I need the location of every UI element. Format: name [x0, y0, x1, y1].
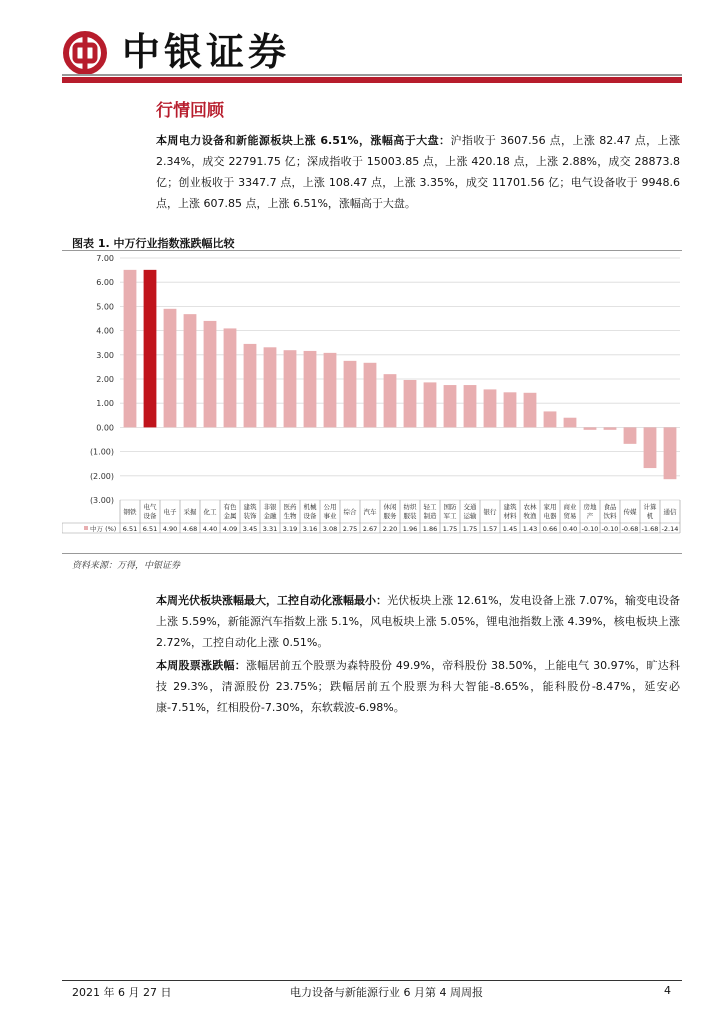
data-label: 2.20 [382, 525, 398, 533]
footer-date: 2021 年 6 月 27 日 [72, 986, 172, 999]
figure-source: 资料来源：万得，中银证券 [72, 561, 181, 571]
data-label: 1.57 [482, 525, 498, 533]
category-label: 传媒 [623, 508, 637, 516]
data-label: 1.96 [402, 525, 418, 533]
y-tick-label: 7.00 [96, 254, 114, 263]
category-label: 建筑 [243, 503, 257, 511]
data-label: 4.40 [202, 525, 218, 533]
category-label: 通信 [663, 508, 677, 516]
y-tick-label: 1.00 [96, 399, 114, 409]
category-label: 综合 [343, 508, 357, 516]
data-label: 1.75 [442, 525, 458, 533]
paragraph-body: 沪指收于 3607.56 点，上涨 82.47 点，上涨 2.34%，成交 22791.75 亿；深成指收于 15003.85 点，上涨 420.18 点，上涨 2.88%，成交 28873.8 亿；创业板收于 3347.7 点，上涨 108.47 点，上涨 3.35%，成交 11701.56 亿；电气设备收于 9948.6 点，上涨 607.85 点，上涨 6.51%，涨幅高于大盘。 [156, 134, 680, 210]
bar [624, 427, 637, 443]
data-label: 0.66 [542, 525, 558, 533]
category-label: 服务 [383, 512, 397, 520]
data-label: -0.10 [601, 525, 619, 533]
category-label: 装饰 [243, 512, 257, 520]
data-label: 4.68 [182, 525, 198, 533]
brand-name: 中银证券 [122, 29, 291, 74]
y-tick-label: 2.00 [96, 375, 114, 384]
data-label: 3.19 [282, 525, 298, 533]
category-label: 交通 [463, 503, 477, 511]
category-label: 制造 [423, 512, 437, 520]
category-label: 电子 [163, 508, 177, 516]
legend-label: 中万 (%) [90, 525, 117, 533]
category-label: 公用 [323, 503, 337, 511]
bar [184, 314, 197, 427]
bar [224, 328, 237, 427]
category-label: 有色 [223, 503, 237, 511]
data-label: 2.75 [342, 525, 358, 533]
data-label: 1.86 [422, 525, 438, 533]
category-label: 金属 [223, 512, 237, 520]
bar [364, 363, 377, 428]
category-label: 国防 [443, 503, 457, 511]
section-title: 行情回顾 [156, 101, 224, 121]
category-label: 电气 [143, 503, 157, 511]
bar [164, 309, 177, 428]
industry-index-bar-chart [62, 252, 682, 552]
category-label: 建筑 [503, 503, 517, 511]
footer-report-title: 电力设备与新能源行业 6 月第 4 周周报 [290, 986, 483, 999]
y-tick-label: (1.00) [89, 447, 114, 457]
legend-swatch [84, 526, 88, 530]
bar [464, 385, 477, 427]
data-label: 3.45 [242, 525, 258, 533]
bar [404, 380, 417, 427]
category-label: 运输 [463, 512, 477, 520]
paragraph-stock-movers [156, 655, 680, 718]
bar [524, 393, 537, 428]
bar [424, 382, 437, 427]
y-tick-label: (3.00) [89, 496, 114, 505]
category-label: 纺织 [403, 503, 417, 511]
category-label: 农林 [523, 503, 537, 511]
data-label: -0.10 [581, 525, 599, 533]
data-label: 1.43 [522, 525, 538, 533]
y-tick-label: (2.00) [89, 471, 114, 481]
paragraph-lead: 本周光伏板块涨幅最大，工控自动化涨幅最小： [156, 594, 388, 607]
bar [264, 347, 277, 427]
category-label: 军工 [443, 512, 457, 520]
category-label: 牧渔 [523, 512, 537, 520]
header-rule-grey [62, 74, 682, 76]
category-label: 服装 [403, 512, 417, 520]
bar [564, 418, 577, 428]
figure-title: 图表 1. 中万行业指数涨跌幅比较 [72, 237, 235, 250]
paragraph-lead: 本周电力设备和新能源板块上涨 6.51%，涨幅高于大盘： [156, 134, 451, 147]
bar [304, 351, 317, 427]
category-label: 食品 [603, 503, 617, 511]
category-label: 生物 [283, 512, 297, 520]
data-label: 6.51 [122, 525, 138, 533]
page-number: 4 [664, 984, 671, 997]
category-label: 事业 [323, 512, 337, 520]
bar [204, 321, 217, 427]
category-label: 休闲 [383, 503, 397, 511]
paragraph-lead: 本周股票涨跌幅： [156, 659, 246, 672]
paragraph-market-review [156, 130, 680, 214]
bar [544, 411, 557, 427]
figure-rule-top [62, 250, 682, 251]
category-label: 电器 [543, 512, 557, 520]
footer-rule [62, 980, 682, 981]
bar [444, 385, 457, 427]
data-label: 2.67 [362, 525, 378, 533]
category-label: 采掘 [183, 508, 197, 516]
data-label: -2.14 [661, 525, 679, 533]
bar [584, 427, 597, 429]
y-tick-label: 0.00 [96, 423, 114, 433]
chart-y-ticks [90, 254, 114, 505]
category-label: 商业 [563, 503, 577, 511]
category-label: 饮料 [603, 512, 617, 520]
bar [244, 344, 257, 427]
data-label: 3.08 [322, 525, 338, 533]
category-label: 房地 [583, 503, 597, 511]
bar [124, 270, 137, 428]
bar [604, 427, 617, 429]
bank-logo-icon [62, 30, 112, 76]
bar [284, 350, 297, 427]
chart-data-table [62, 500, 680, 533]
figure-rule-bottom [62, 553, 682, 554]
bar [384, 374, 397, 427]
data-label: 0.40 [562, 525, 578, 533]
bar [504, 392, 517, 427]
category-label: 医药 [283, 503, 297, 511]
category-label: 家用 [543, 503, 557, 511]
category-label: 贸易 [563, 512, 577, 520]
data-label: 3.31 [262, 525, 278, 533]
category-label: 钢铁 [123, 508, 137, 516]
category-label: 材料 [503, 512, 517, 520]
data-label: 4.90 [162, 525, 178, 533]
paragraph-body: 光伏板块上涨 12.61%，发电设备上涨 7.07%，输变电设备上涨 5.59%，新能源汽车指数上涨 5.1%，风电板块上涨 5.05%，锂电池指数上涨 4.39%，核电板块上涨 2.72%，工控自动化上涨 0.51%。 [156, 594, 680, 649]
data-label: 4.09 [222, 525, 238, 533]
y-tick-label: 6.00 [96, 278, 114, 288]
y-tick-label: 5.00 [96, 302, 114, 312]
bar [344, 361, 357, 428]
category-label: 计算 [643, 503, 657, 511]
category-label: 金融 [263, 512, 277, 520]
category-label: 设备 [143, 512, 157, 520]
data-label: 1.75 [462, 525, 478, 533]
data-label: -1.68 [641, 525, 659, 533]
category-label: 化工 [203, 508, 217, 516]
bar [144, 270, 157, 428]
y-tick-label: 3.00 [96, 350, 114, 360]
category-label: 轻工 [423, 503, 437, 511]
y-tick-label: 4.00 [96, 326, 114, 336]
paragraph-body: 涨幅居前五个股票为森特股份 49.9%，帝科股份 38.50%，上能电气 30.97%，旷达科技 29.3%，清源股份 23.75%；跌幅居前五个股票为科大智能-8.65%，能科股份-8.47%，延安必康-7.51%，红相股份-7.30%，东软载波-6.98%。 [156, 659, 680, 714]
category-label: 非银 [263, 503, 277, 511]
bar [644, 427, 657, 468]
category-label: 机 [646, 512, 654, 520]
category-label: 汽车 [363, 508, 377, 516]
bar [664, 427, 677, 479]
bar [324, 353, 337, 428]
paragraph-sector-performance [156, 590, 680, 653]
bar [484, 389, 497, 427]
category-label: 银行 [483, 508, 497, 516]
chart-bars [124, 270, 677, 479]
data-label: -0.68 [621, 525, 639, 533]
category-label: 设备 [303, 512, 317, 520]
data-label: 1.45 [502, 525, 518, 533]
data-label: 3.16 [302, 525, 318, 533]
category-label: 产 [586, 512, 594, 520]
header-rule-red [62, 77, 682, 83]
category-label: 机械 [303, 503, 317, 511]
data-label: 6.51 [142, 525, 158, 533]
